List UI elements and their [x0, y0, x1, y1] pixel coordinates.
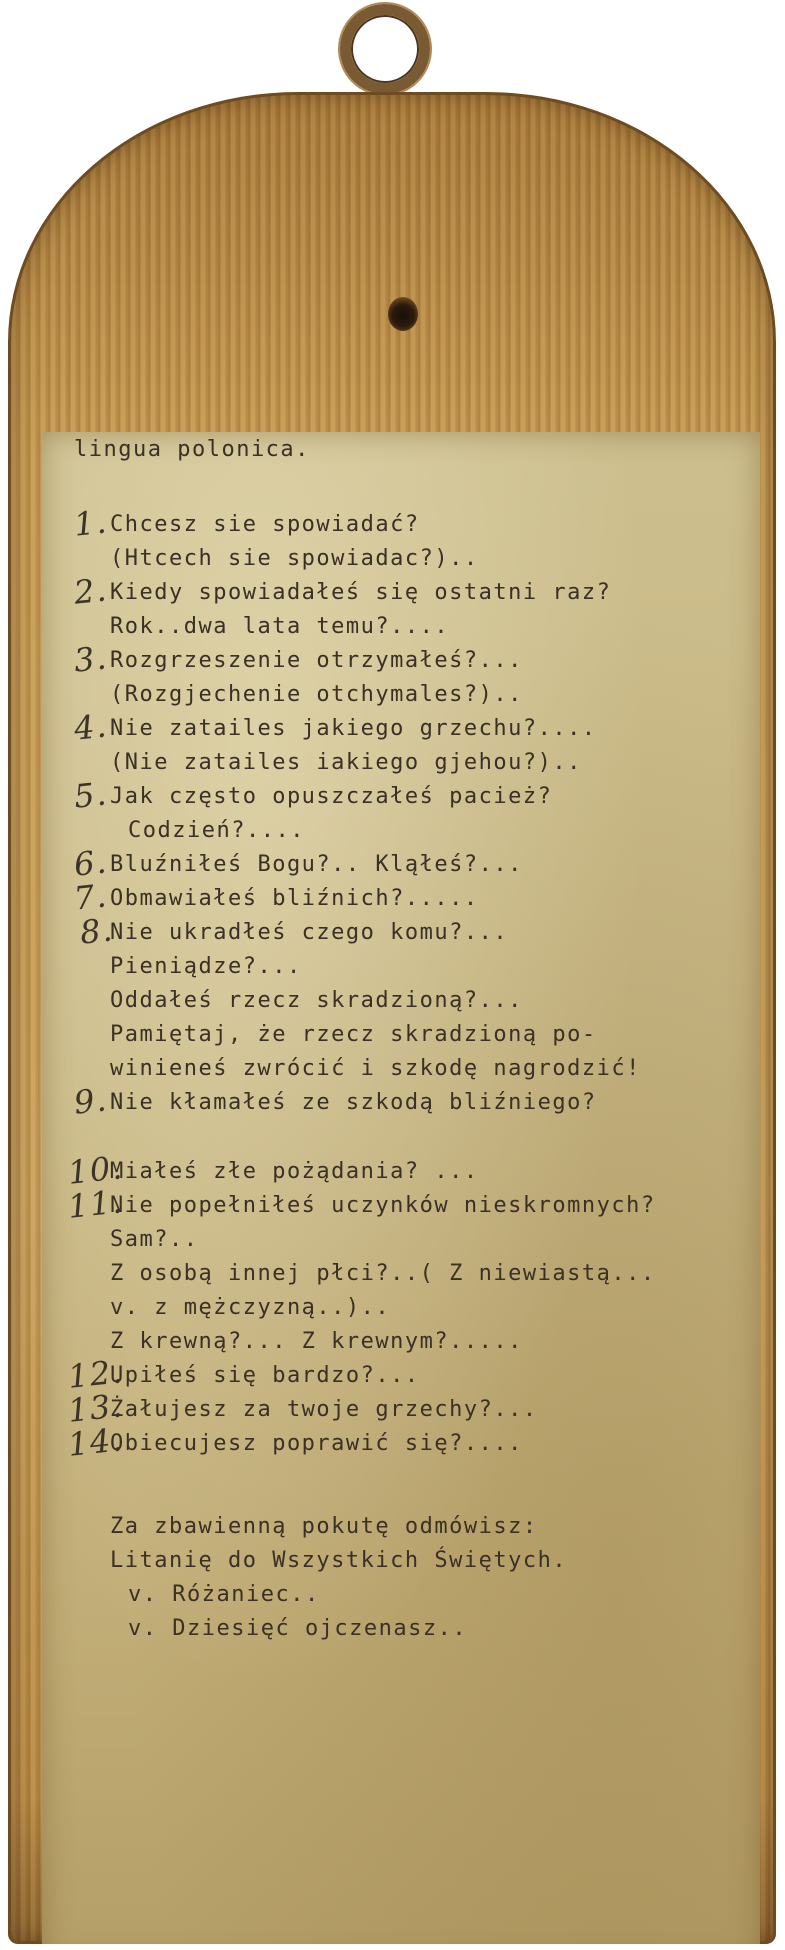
handwritten-number: 9.	[72, 1080, 110, 1122]
text-line: Pamiętaj, że rzecz skradzioną po-	[110, 1022, 597, 1047]
handwritten-number: 5.	[72, 774, 110, 816]
handwritten-number: 2.	[72, 570, 110, 612]
text-line: v. Różaniec..	[128, 1582, 320, 1607]
handwritten-number: 3.	[72, 638, 110, 680]
handwritten-number: 4.	[72, 706, 110, 748]
text-line: (Nie zatailes iakiego gjehou?)..	[110, 750, 582, 775]
text-line: Nie ukradłeś czego komu?...	[110, 920, 509, 945]
handwritten-number: 13.	[66, 1386, 126, 1430]
text-line: Oddałeś rzecz skradzioną?...	[110, 988, 523, 1013]
handwritten-number: 7.	[72, 876, 110, 918]
handwritten-number: 6.	[72, 842, 110, 884]
text-line: Jak często opuszczałeś pacież?	[110, 784, 553, 809]
text-line: Bluźniłeś Bogu?.. Kląłeś?...	[110, 852, 523, 877]
text-line: Sam?..	[110, 1227, 199, 1252]
paper-sheet	[42, 432, 760, 1944]
wooden-tablet	[8, 92, 776, 1944]
handwritten-number: 11.	[66, 1182, 126, 1226]
nail-hole	[388, 297, 418, 331]
text-line: Nie kłamałeś ze szkodą bliźniego?	[110, 1090, 597, 1115]
text-line: Obmawiałeś bliźnich?.....	[110, 886, 479, 911]
text-line: winieneś zwrócić i szkodę nagrodzić!	[110, 1056, 641, 1081]
typed-text	[66, 432, 656, 1757]
text-line: Z krewną?... Z krewnym?.....	[110, 1329, 523, 1354]
text-line: Obiecujesz poprawić się?....	[110, 1431, 523, 1456]
handwritten-number: 14.	[66, 1420, 126, 1464]
text-line: Nie zatailes jakiego grzechu?....	[110, 716, 597, 741]
text-line: (Htcech sie spowiadac?)..	[110, 546, 479, 571]
handwritten-number: 1.	[72, 502, 110, 544]
text-line: v. Dziesięć ojczenasz..	[128, 1616, 468, 1641]
text-line: v. z mężczyzną..)..	[110, 1295, 391, 1320]
hanging-ring	[340, 4, 430, 94]
header-line: lingua polonica.	[74, 437, 310, 462]
handwritten-number: 12.	[66, 1352, 126, 1396]
text-line: Rozgrzeszenie otrzymałeś?...	[110, 648, 523, 673]
text-line: Rok..dwa lata temu?....	[110, 614, 450, 639]
text-line: Upiłeś się bardzo?...	[110, 1363, 420, 1388]
text-line: Codzień?....	[128, 818, 305, 843]
handwritten-number: 10.	[66, 1148, 126, 1192]
text-line: Kiedy spowiadałeś się ostatni raz?	[110, 580, 612, 605]
text-line: Za zbawienną pokutę odmówisz:	[110, 1514, 538, 1539]
text-line: Miałeś złe pożądania? ...	[110, 1159, 479, 1184]
text-line: Pieniądze?...	[110, 954, 302, 979]
text-line: Chcesz sie spowiadać?	[110, 512, 420, 537]
handwritten-number: 8.	[78, 910, 116, 952]
text-line: Nie popełniłeś uczynków nieskromnych?	[110, 1193, 656, 1218]
text-line: Z osobą innej płci?..( Z niewiastą...	[110, 1261, 656, 1286]
text-line: Żałujesz za twoje grzechy?...	[110, 1397, 538, 1422]
text-line: (Rozgjechenie otchymales?)..	[110, 682, 523, 707]
text-line: Litanię do Wszystkich Świętych.	[110, 1548, 568, 1573]
